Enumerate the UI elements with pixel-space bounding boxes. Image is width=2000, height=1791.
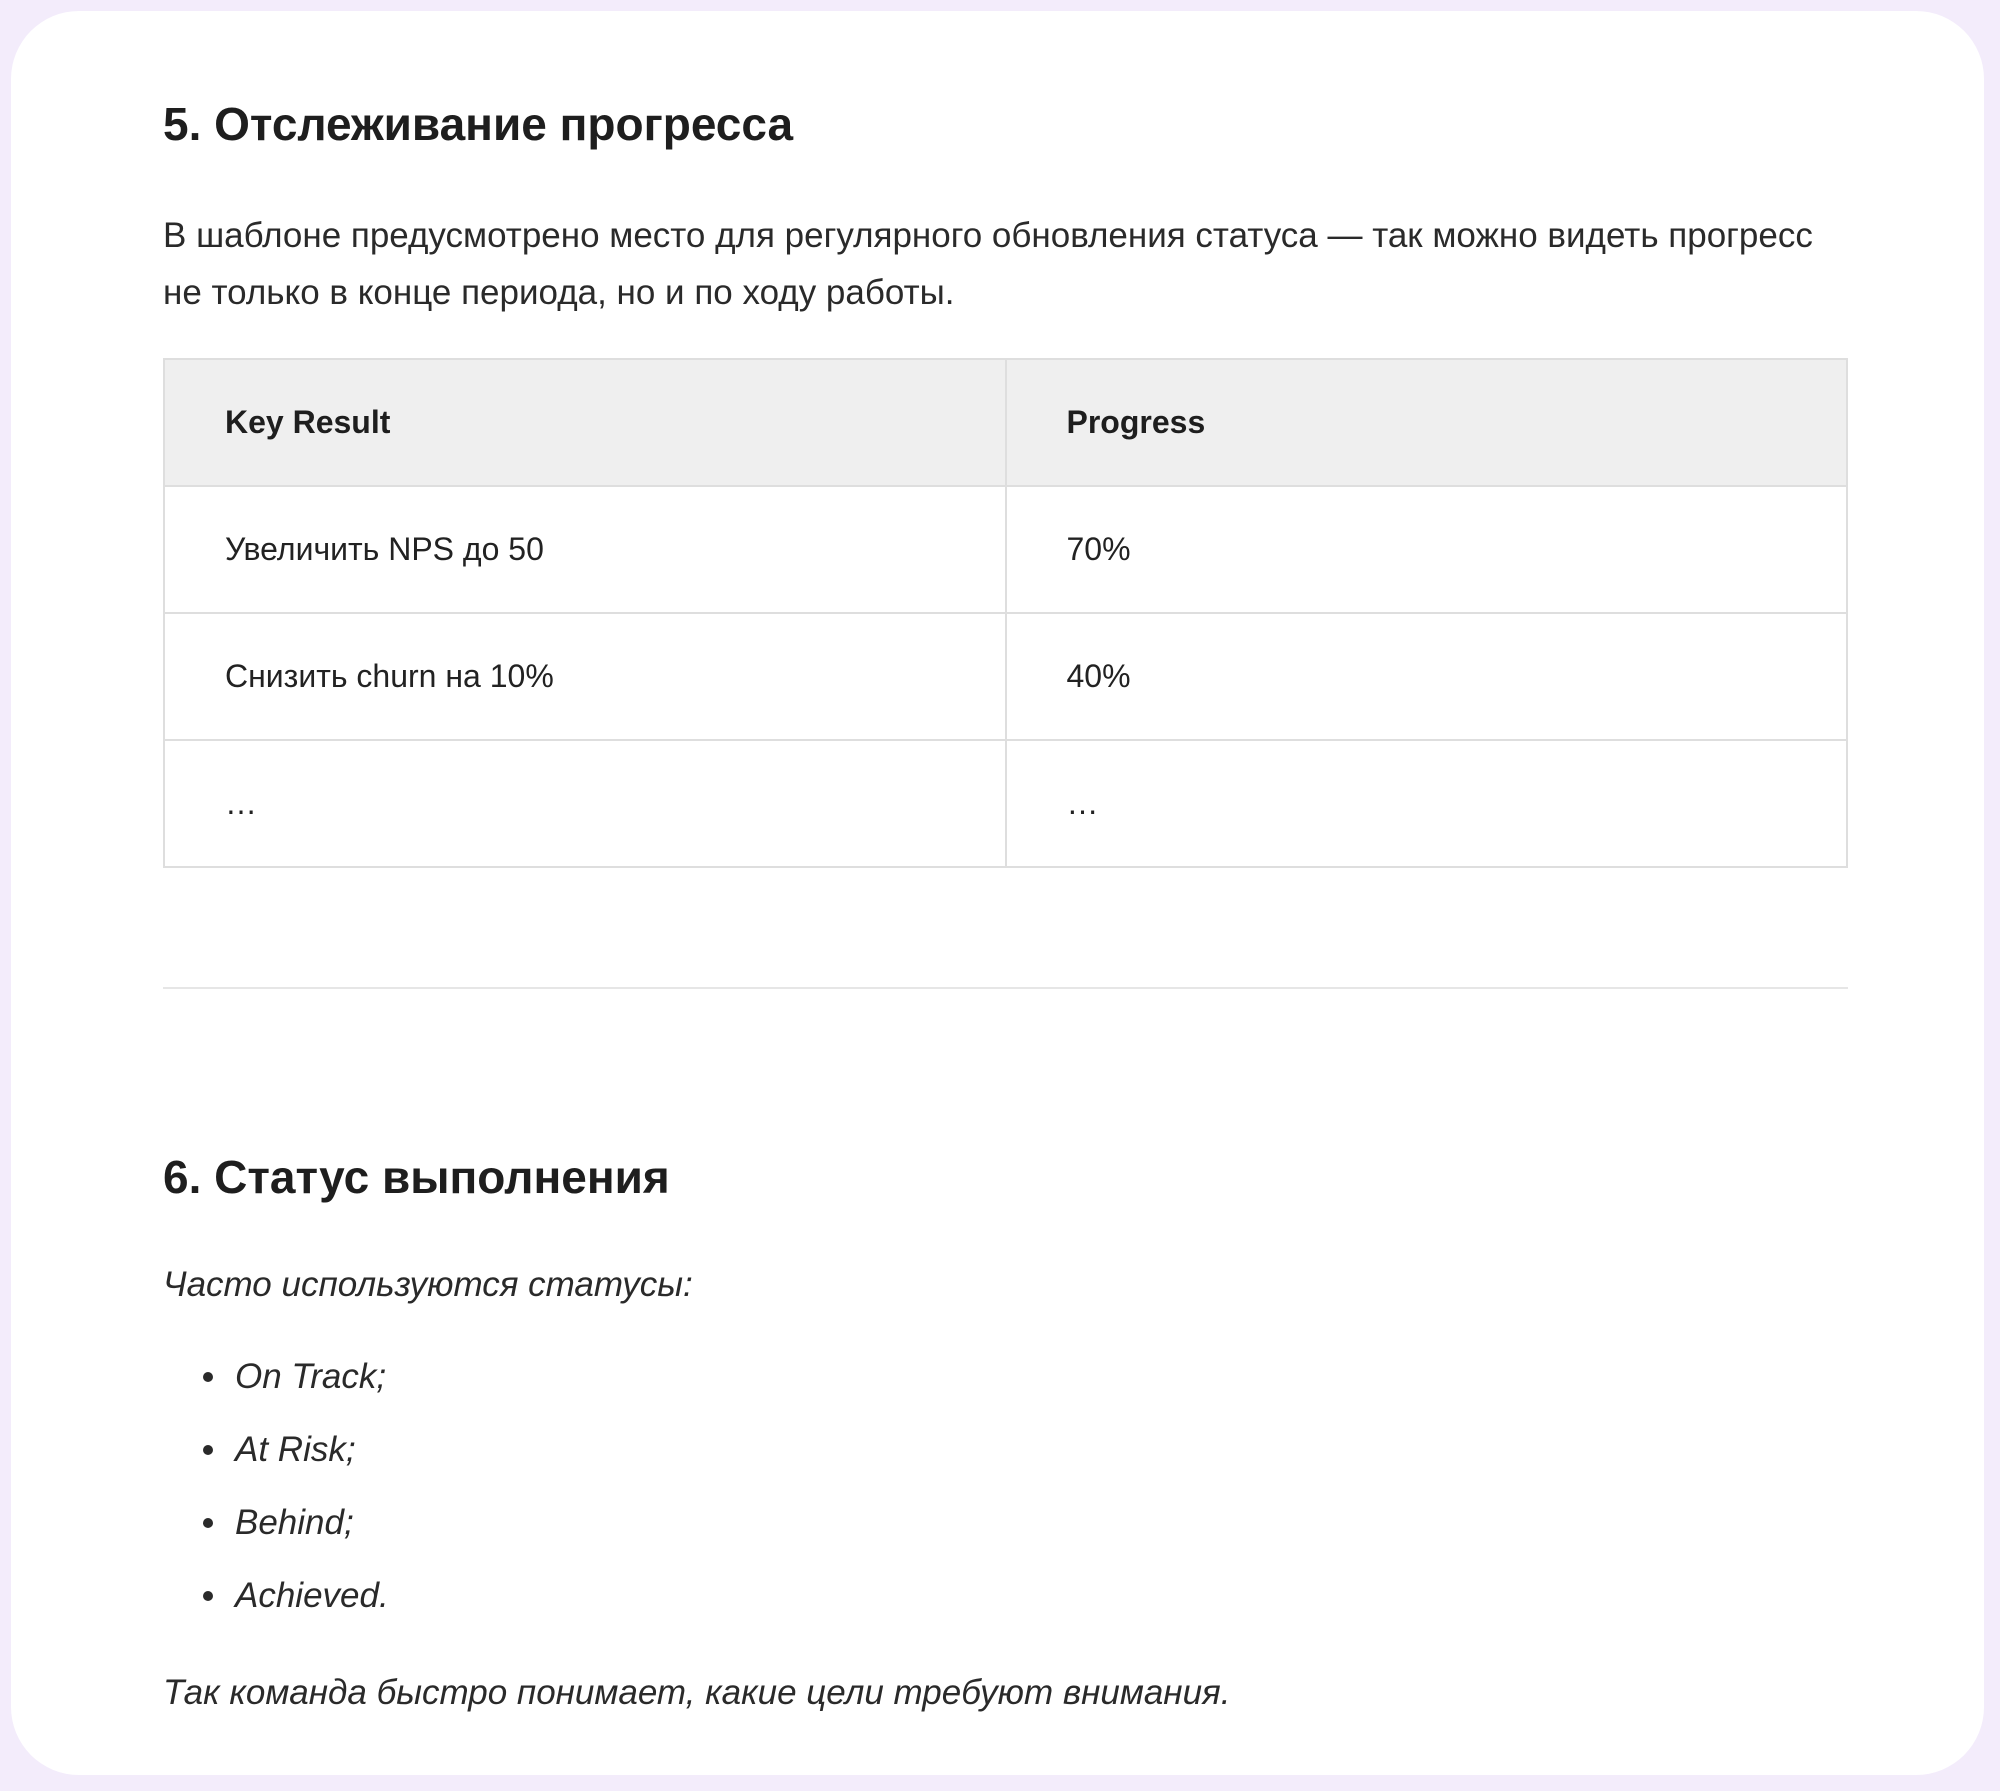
table-row [164, 740, 1847, 867]
table-row [164, 613, 1847, 740]
list-item [163, 1574, 389, 1647]
key-result-cell: … [164, 740, 1006, 867]
column-header-key-result: Key Result [164, 359, 1006, 486]
list-item [163, 1501, 389, 1574]
section-5-paragraph: В шаблоне предусмотрено место для регулярного обновления статуса — так можно видеть прогресс не только в конце периода, но и по ходу работы. [163, 216, 1813, 312]
bullet-icon [203, 1591, 213, 1601]
section-5-heading: 5. Отслеживание прогресса [163, 98, 794, 150]
content-card [11, 11, 1984, 1775]
status-list [163, 1355, 389, 1647]
bullet-icon [203, 1445, 213, 1455]
key-result-cell: Снизить churn на 10% [164, 613, 1006, 740]
table-header-row [164, 359, 1847, 486]
key-results-table [163, 358, 1848, 868]
status-label: At Risk; [235, 1430, 356, 1469]
bullet-icon [203, 1518, 213, 1528]
statuses-lead-text: Часто используются статусы: [163, 1265, 693, 1304]
status-label: Behind; [235, 1503, 354, 1542]
column-header-progress: Progress [1006, 359, 1848, 486]
key-result-cell: Увеличить NPS до 50 [164, 486, 1006, 613]
section-divider [163, 987, 1848, 989]
progress-cell: 40% [1006, 613, 1848, 740]
bullet-icon [203, 1372, 213, 1382]
progress-cell: … [1006, 740, 1848, 867]
progress-cell: 70% [1006, 486, 1848, 613]
status-label: Achieved. [235, 1576, 389, 1615]
list-item [163, 1355, 389, 1428]
table-row [164, 486, 1847, 613]
status-label: On Track; [235, 1357, 387, 1396]
section-6-outro: Так команда быстро понимает, какие цели требуют внимания. [163, 1673, 1231, 1712]
section-6-heading: 6. Статус выполнения [163, 1151, 670, 1203]
list-item [163, 1428, 389, 1501]
